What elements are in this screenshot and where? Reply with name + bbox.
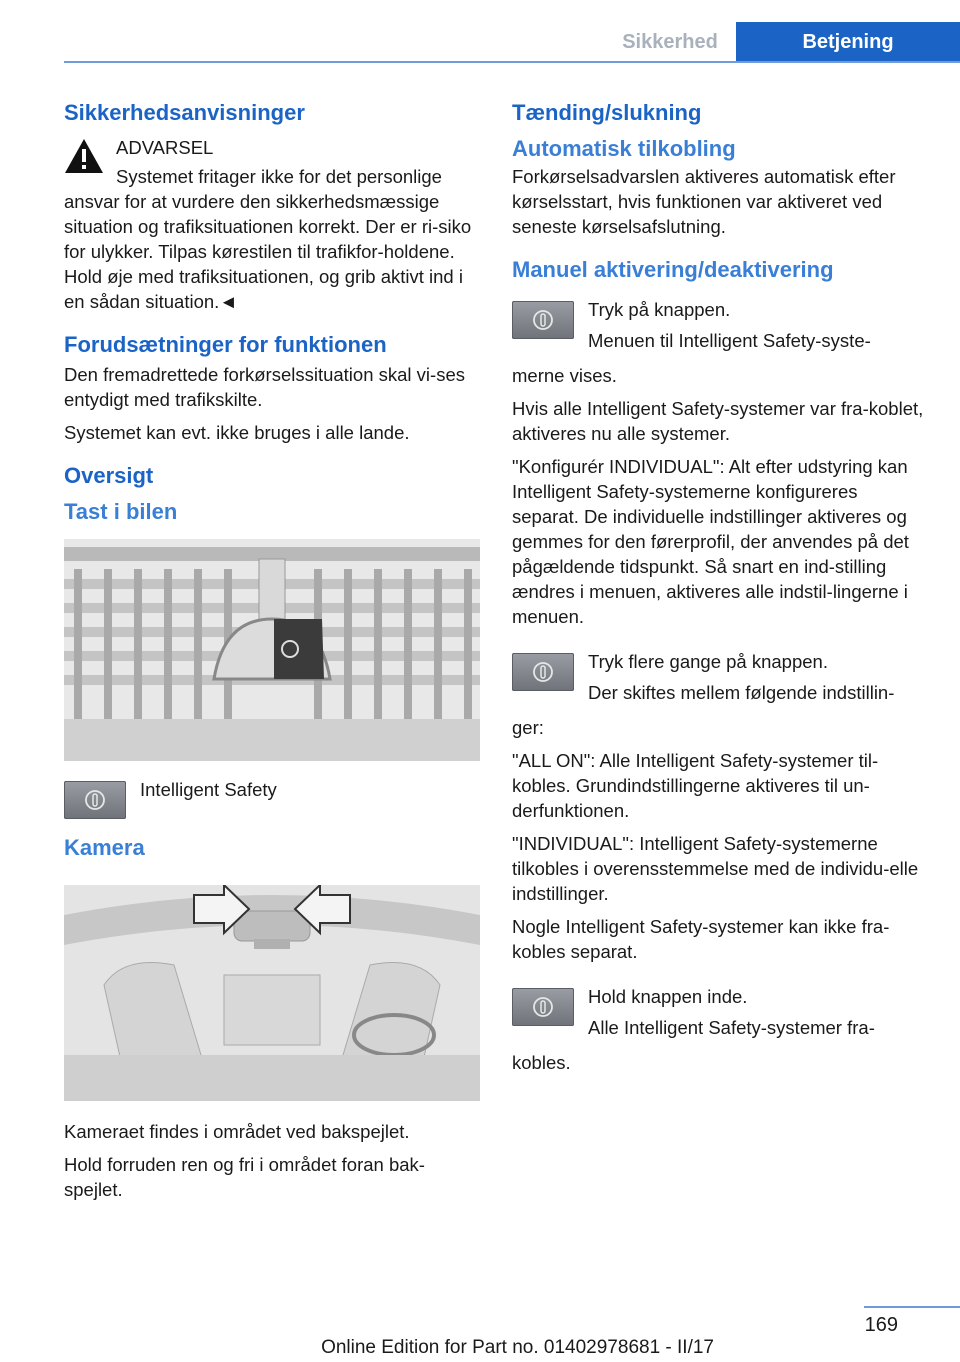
step-press-repeat-row xyxy=(512,649,928,715)
warning-icon xyxy=(64,138,104,174)
step-hold-line-2: Alle Intelligent Safety-systemer fra- xyxy=(588,1017,875,1038)
button-caption: Intelligent Safety xyxy=(140,779,277,800)
heading-button-in-car: Tast i bilen xyxy=(64,499,178,524)
step-hold-continued: kobles. xyxy=(512,1052,571,1073)
all-on-paragraph: "ALL ON": Alle Intelligent Safety-systemer til-kobles. Grundindstillingerne aktiveres til un-derfunktionen. xyxy=(512,750,879,821)
step-press-continued: merne vises. xyxy=(512,365,617,386)
tab-section[interactable]: Sikkerhed xyxy=(604,22,736,62)
step-hold-line-1: Hold knappen inde. xyxy=(588,986,748,1007)
all-off-paragraph: Hvis alle Intelligent Safety-systemer var fra-koblet, aktiveres nu alle systemer. xyxy=(512,398,924,444)
page-number: 169 xyxy=(864,1314,898,1336)
step-hold-row xyxy=(512,984,928,1050)
grille-photo xyxy=(64,539,480,761)
right-column xyxy=(512,96,928,1083)
intelligent-safety-button-icon xyxy=(512,988,574,1026)
intelligent-safety-button-row xyxy=(64,777,480,823)
heading-camera: Kamera xyxy=(64,835,145,860)
step-press-line-2: Menuen til Intelligent Safety-syste- xyxy=(588,330,871,351)
prereq-paragraph-1: Den fremadrettede forkørselssituation skal vi-ses entydigt med trafikskilte. xyxy=(64,364,465,410)
some-systems-paragraph: Nogle Intelligent Safety-systemer kan ikke fra-kobles separat. xyxy=(512,916,890,962)
prereq-paragraph-2: Systemet kan evt. ikke bruges i alle lande. xyxy=(64,422,410,443)
warning-text: Systemet fritager ikke for det personlige ansvar for at vurdere den sikkerhedsmæssige situation og trafiksituationen korrekt. Der er ri-siko for ulykker. Tilpas kørestilen til trafikfor-holdene. Hold øje med trafiksituationen, og grib aktivt ind i en sådan situation.◄ xyxy=(64,166,472,312)
left-column xyxy=(64,96,480,1210)
auto-paragraph: Forkørselsadvarslen aktiveres automatisk efter kørselsstart, hvis funktionen var aktiveret ved seneste kørselsafslutning. xyxy=(512,166,896,237)
heading-prerequisites: Forudsætninger for funktionen xyxy=(64,332,387,357)
heading-manual: Manuel aktivering/deaktivering xyxy=(512,257,834,282)
header-bar xyxy=(0,22,960,62)
step-repeat-line-2: Der skiftes mellem følgende indstillin- xyxy=(588,682,895,703)
individual-paragraph: "INDIVIDUAL": Intelligent Safety-systemerne tilkobles i overensstemmelse med de individu-elle indstillinger. xyxy=(512,833,919,904)
heading-automatic: Automatisk tilkobling xyxy=(512,136,736,161)
step-press-line-1: Tryk på knappen. xyxy=(588,299,731,320)
header-rule xyxy=(64,61,960,63)
intelligent-safety-button-icon xyxy=(64,781,126,819)
heading-safety: Sikkerhedsanvisninger xyxy=(64,100,305,125)
heading-overview: Oversigt xyxy=(64,463,154,488)
warning-block xyxy=(64,134,480,314)
tab-active[interactable]: Betjening xyxy=(736,22,960,62)
intelligent-safety-button-icon xyxy=(512,301,574,339)
camera-paragraph-2: Hold forruden ren og fri i området foran bak-spejlet. xyxy=(64,1154,425,1200)
step-repeat-line-1: Tryk flere gange på knappen. xyxy=(588,651,828,672)
warning-title: ADVARSEL xyxy=(116,137,214,158)
interior-illustration xyxy=(64,885,480,1101)
step-press-row xyxy=(512,297,928,363)
grille-illustration xyxy=(64,539,480,761)
footer-rule xyxy=(864,1306,960,1308)
intelligent-safety-button-icon xyxy=(512,653,574,691)
edition-footer: Online Edition for Part no. 01402978681 - II/17 xyxy=(321,1337,714,1358)
step-repeat-continued: ger: xyxy=(512,717,544,738)
camera-photo xyxy=(64,885,480,1101)
heading-on-off: Tænding/slukning xyxy=(512,100,702,125)
camera-paragraph-1: Kameraet findes i området ved bakspejlet. xyxy=(64,1121,410,1142)
configure-paragraph: "Konfigurér INDIVIDUAL": Alt efter udstyring kan Intelligent Safety-systemerne konfigureres separat. De individuelle indstillinger aktiveres og gemmes for den førerprofil, der anvendes på det pågældende tidspunkt. Så snart en ind-stilling ændres i menuen, aktiveres alle indstil-lingerne i menuen. xyxy=(512,456,909,627)
